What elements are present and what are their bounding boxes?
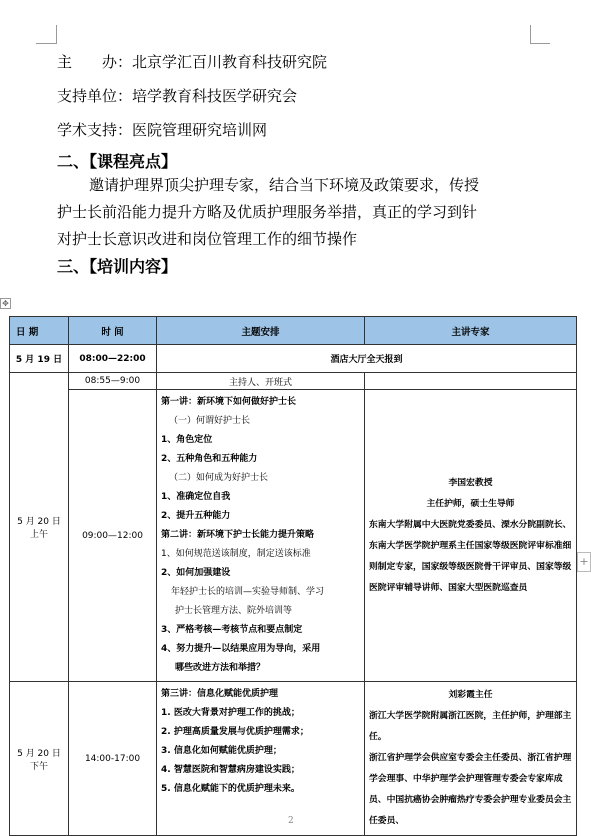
topic-item: 第二讲：新环境下护士长能力提升策略 <box>161 530 315 540</box>
organizer-label: 主 办： <box>57 53 133 71</box>
topic-item: 年轻护士长的培训—实验导师制、学习 <box>171 587 325 597</box>
topic-item: （一）何谓好护士长 <box>169 416 251 426</box>
expert-bio: 浙江省护理学会供应室专委会主任委员、浙江省护理学会理事、中华护理学会护理管理专委会专家库成员、中国抗癌协会肿瘤热疗专委会护理专业委员会主任委员、 <box>369 753 572 826</box>
header-date: 日 期 <box>10 317 69 345</box>
row-opening-content: 主持人、开班式 <box>157 373 365 390</box>
date-line: 5 月 20 日 <box>17 517 61 527</box>
header-topic: 主题安排 <box>157 317 365 345</box>
expert-title: 浙江大学医学院附属浙江医院，主任护师，护理部主任。 <box>369 711 572 742</box>
row-may20-am-expert <box>365 390 577 682</box>
row-may20-pm-date <box>10 682 69 836</box>
topic-item: 1、角色定位 <box>161 435 213 445</box>
topic-item: （二）如何成为好护士长 <box>169 473 269 483</box>
topic-item: 3. 信息化如何赋能优质护理； <box>161 746 282 756</box>
topic-item: 2、五种角色和五种能力 <box>161 454 258 464</box>
row-may20-am-date <box>10 373 69 682</box>
crop-mark-top-right <box>530 43 550 44</box>
topic-item: 第一讲：新环境下如何做好护士长 <box>161 397 297 407</box>
row-may20-pm-topics <box>157 682 365 836</box>
academic-label: 学术支持： <box>57 121 133 139</box>
highlights-line-3: 对护士长意识改进和岗位管理工作的细节操作 <box>57 230 358 248</box>
academic-line <box>57 119 267 140</box>
row-opening-expert <box>365 373 577 390</box>
header-time: 时 间 <box>69 317 157 345</box>
crop-mark-top-left <box>56 25 57 44</box>
date-period: 上午 <box>29 530 48 540</box>
row-may20-pm-expert <box>365 682 577 836</box>
topic-item: 2. 护理高质量发展与优质护理需求； <box>161 727 309 737</box>
expert-title: 主任护师，硕士生导师 <box>426 498 515 509</box>
topic-item: 4. 智慧医院和智慧病房建设实践； <box>161 765 300 775</box>
academic-value: 医院管理研究培训网 <box>132 121 268 139</box>
row-may19-date: 5 月 19 日 <box>10 345 69 373</box>
highlights-paragraph <box>57 172 537 253</box>
topic-item: 1. 医改大背景对护理工作的挑战； <box>161 708 300 718</box>
row-may19-time: 08:00—22:00 <box>69 345 157 373</box>
highlights-line-2: 护士长前沿能力提升方略及优质护理服务举措，真正的学习到针 <box>57 203 478 221</box>
schedule-table <box>9 316 577 836</box>
row-may20-am-time: 09:00—12:00 <box>69 390 157 682</box>
crop-mark-top-left <box>36 43 56 44</box>
topic-item: 1、如何规范送该制度，制定送该标准 <box>161 549 311 559</box>
table-row <box>10 345 577 373</box>
table-row <box>10 682 577 836</box>
expert-bio: 东南大学附属中大医院党委委员、溧水分院副院长、东南大学医学院护理系主任国家等级医院评审标准细则制定专家，国家级等级医院骨干评审员、国家等级医院评审辅导讲师、国家大型医院巡查员 <box>369 519 572 593</box>
table-row <box>10 390 577 682</box>
organizer-line <box>57 51 327 72</box>
organizer-value: 北京学汇百川教育科技研究院 <box>132 53 328 71</box>
table-row <box>10 373 577 390</box>
crop-mark-top-right <box>530 25 531 44</box>
add-row-icon[interactable]: + <box>577 552 591 572</box>
date-line: 5 月 20 日 <box>17 748 61 759</box>
support-label: 支持单位： <box>57 87 133 105</box>
row-may20-pm-time: 14:00-17:00 <box>69 682 157 836</box>
header-expert: 主讲专家 <box>365 317 577 345</box>
support-line <box>57 85 297 106</box>
page-number: 2 <box>288 816 294 826</box>
support-value: 培学教育科技医学研究会 <box>132 87 298 105</box>
section-heading-highlights: 二、【课程亮点】 <box>57 152 178 171</box>
topic-item: 2、提升五种能力 <box>161 511 231 521</box>
topic-item: 3、严格考核—考核节点和要点制定 <box>161 625 303 635</box>
expert-name: 李国宏教授 <box>448 477 493 488</box>
row-may19-content: 酒店大厅全天报到 <box>157 345 577 373</box>
table-header-row <box>10 317 577 345</box>
row-may20-am-topics <box>157 390 365 682</box>
row-opening-time: 08:55—9:00 <box>69 373 157 390</box>
highlights-line-1: 邀请护理界顶尖护理专家，结合当下环境及政策要求，传授 <box>89 176 480 194</box>
topic-item: 1、准确定位自我 <box>161 492 231 502</box>
topic-item: 哪些改进方法和举措？ <box>175 663 266 673</box>
date-period: 下午 <box>29 761 48 772</box>
topic-item: 第三讲：信息化赋能优质护理 <box>161 689 279 699</box>
topic-item: 护士长管理方法、院外培训等 <box>175 606 293 616</box>
topic-item: 2、如何加强建设 <box>161 568 231 578</box>
topic-item: 5. 信息化赋能下的优质护理未来。 <box>161 784 300 794</box>
topic-item: 4、努力提升—以结果应用为导向，采用 <box>161 644 321 654</box>
section-heading-content: 三、【培训内容】 <box>57 257 178 276</box>
expert-name: 刘彩霞主任 <box>448 690 493 700</box>
table-move-handle[interactable]: ✥ <box>0 298 11 309</box>
